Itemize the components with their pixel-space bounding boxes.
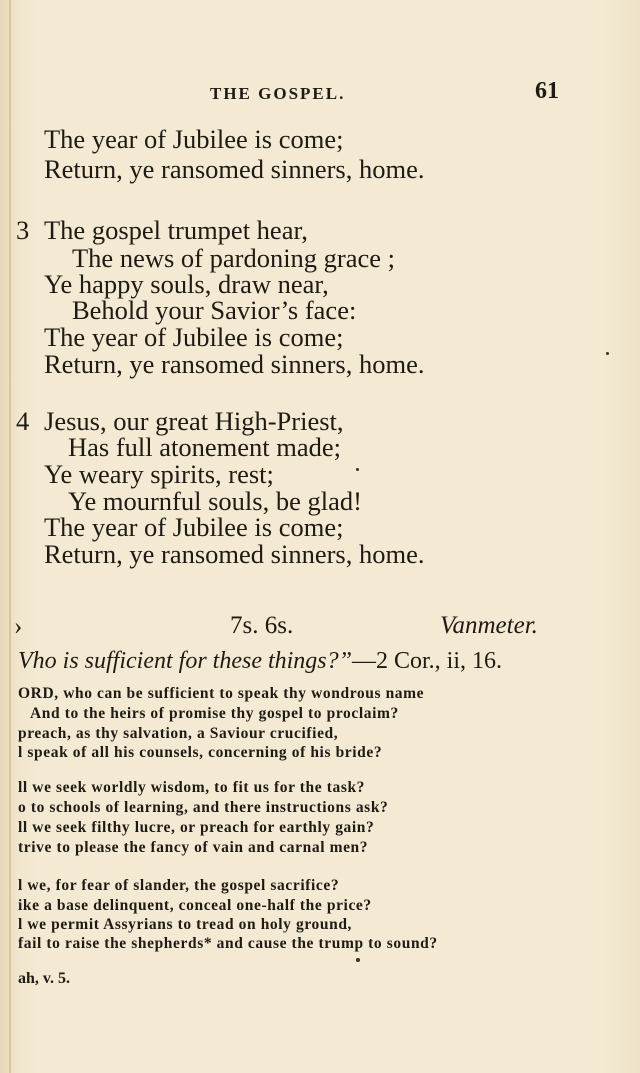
stanza-4-line-6: Return, ye ransomed sinners, home. [44, 539, 425, 569]
hymn-verse-1-line-4: l speak of all his counsels, concerning of his bride? [18, 744, 383, 761]
hymn-number-fragment: › [14, 613, 23, 640]
stanza-4-line-4: Ye mournful souls, be glad! [68, 486, 362, 516]
stanza-2-line-6: Return, ye ransomed sinners, home. [44, 154, 425, 184]
ink-speck [356, 958, 360, 962]
hymn-verse-2-line-4: trive to please the fancy of vain and carnal men? [18, 839, 369, 856]
hymn-verse-3-line-4: fail to raise the shepherds* and cause the trump to sound? [18, 935, 438, 952]
epigraph [18, 648, 502, 675]
ink-speck [356, 468, 359, 471]
stanza-3-line-4: Behold your Savior’s face: [72, 295, 357, 325]
stanza-4-line-5: The year of Jubilee is come; [44, 512, 344, 542]
hymn-verse-2-line-3: ll we seek filthy lucre, or preach for earthly gain? [18, 819, 375, 836]
stanza-4-number: 4 [16, 406, 30, 436]
stanza-3-line-2: The news of pardoning grace ; [72, 243, 396, 273]
stanza-3-number: 3 [16, 215, 30, 245]
hymn-verse-1-line-1: ORD, who can be sufficient to speak thy wondrous name [18, 685, 425, 702]
stanza-3-line-6: Return, ye ransomed sinners, home. [44, 349, 425, 379]
hymn-verse-1-line-2: And to the heirs of promise thy gospel to proclaim? [30, 705, 399, 722]
stanza-2-line-5: The year of Jubilee is come; [44, 124, 344, 154]
hymn-verse-3-line-3: l we permit Assyrians to tread on holy ground, [18, 916, 353, 933]
epigraph-question: Vho is sufficient for these things?” [18, 648, 352, 674]
ink-speck [606, 352, 609, 355]
epigraph-reference: —2 Cor., ii, 16. [352, 648, 503, 674]
stanza-3-line-3: Ye happy souls, draw near, [44, 269, 329, 299]
hymn-verse-1-line-3: preach, as thy salvation, a Saviour crucified, [18, 725, 339, 742]
hymn-verse-3-line-1: l we, for fear of slander, the gospel sacrifice? [18, 877, 340, 894]
stanza-4-line-2: Has full atonement made; [68, 432, 342, 462]
stanza-4-line-1: Jesus, our great High-Priest, [44, 406, 344, 436]
hymn-verse-2-line-1: ll we seek worldly wisdom, to fit us for the task? [18, 779, 366, 796]
hymn-meter: 7s. 6s. [230, 612, 294, 639]
stanza-3-line-1: The gospel trumpet hear, [44, 215, 308, 245]
stanza-3-line-5: The year of Jubilee is come; [44, 322, 344, 352]
footnote: ah, v. 5. [18, 970, 71, 987]
tune-name: Vanmeter. [440, 612, 538, 639]
page-gutter-edge [9, 0, 11, 1073]
hymn-verse-2-line-2: o to schools of learning, and there instructions ask? [18, 799, 389, 816]
page-number: 61 [535, 78, 559, 104]
running-head: THE GOSPEL. [210, 84, 346, 103]
stanza-4-line-3: Ye weary spirits, rest; [44, 459, 274, 489]
hymn-verse-3-line-2: ike a base delinquent, conceal one-half the price? [18, 897, 372, 914]
